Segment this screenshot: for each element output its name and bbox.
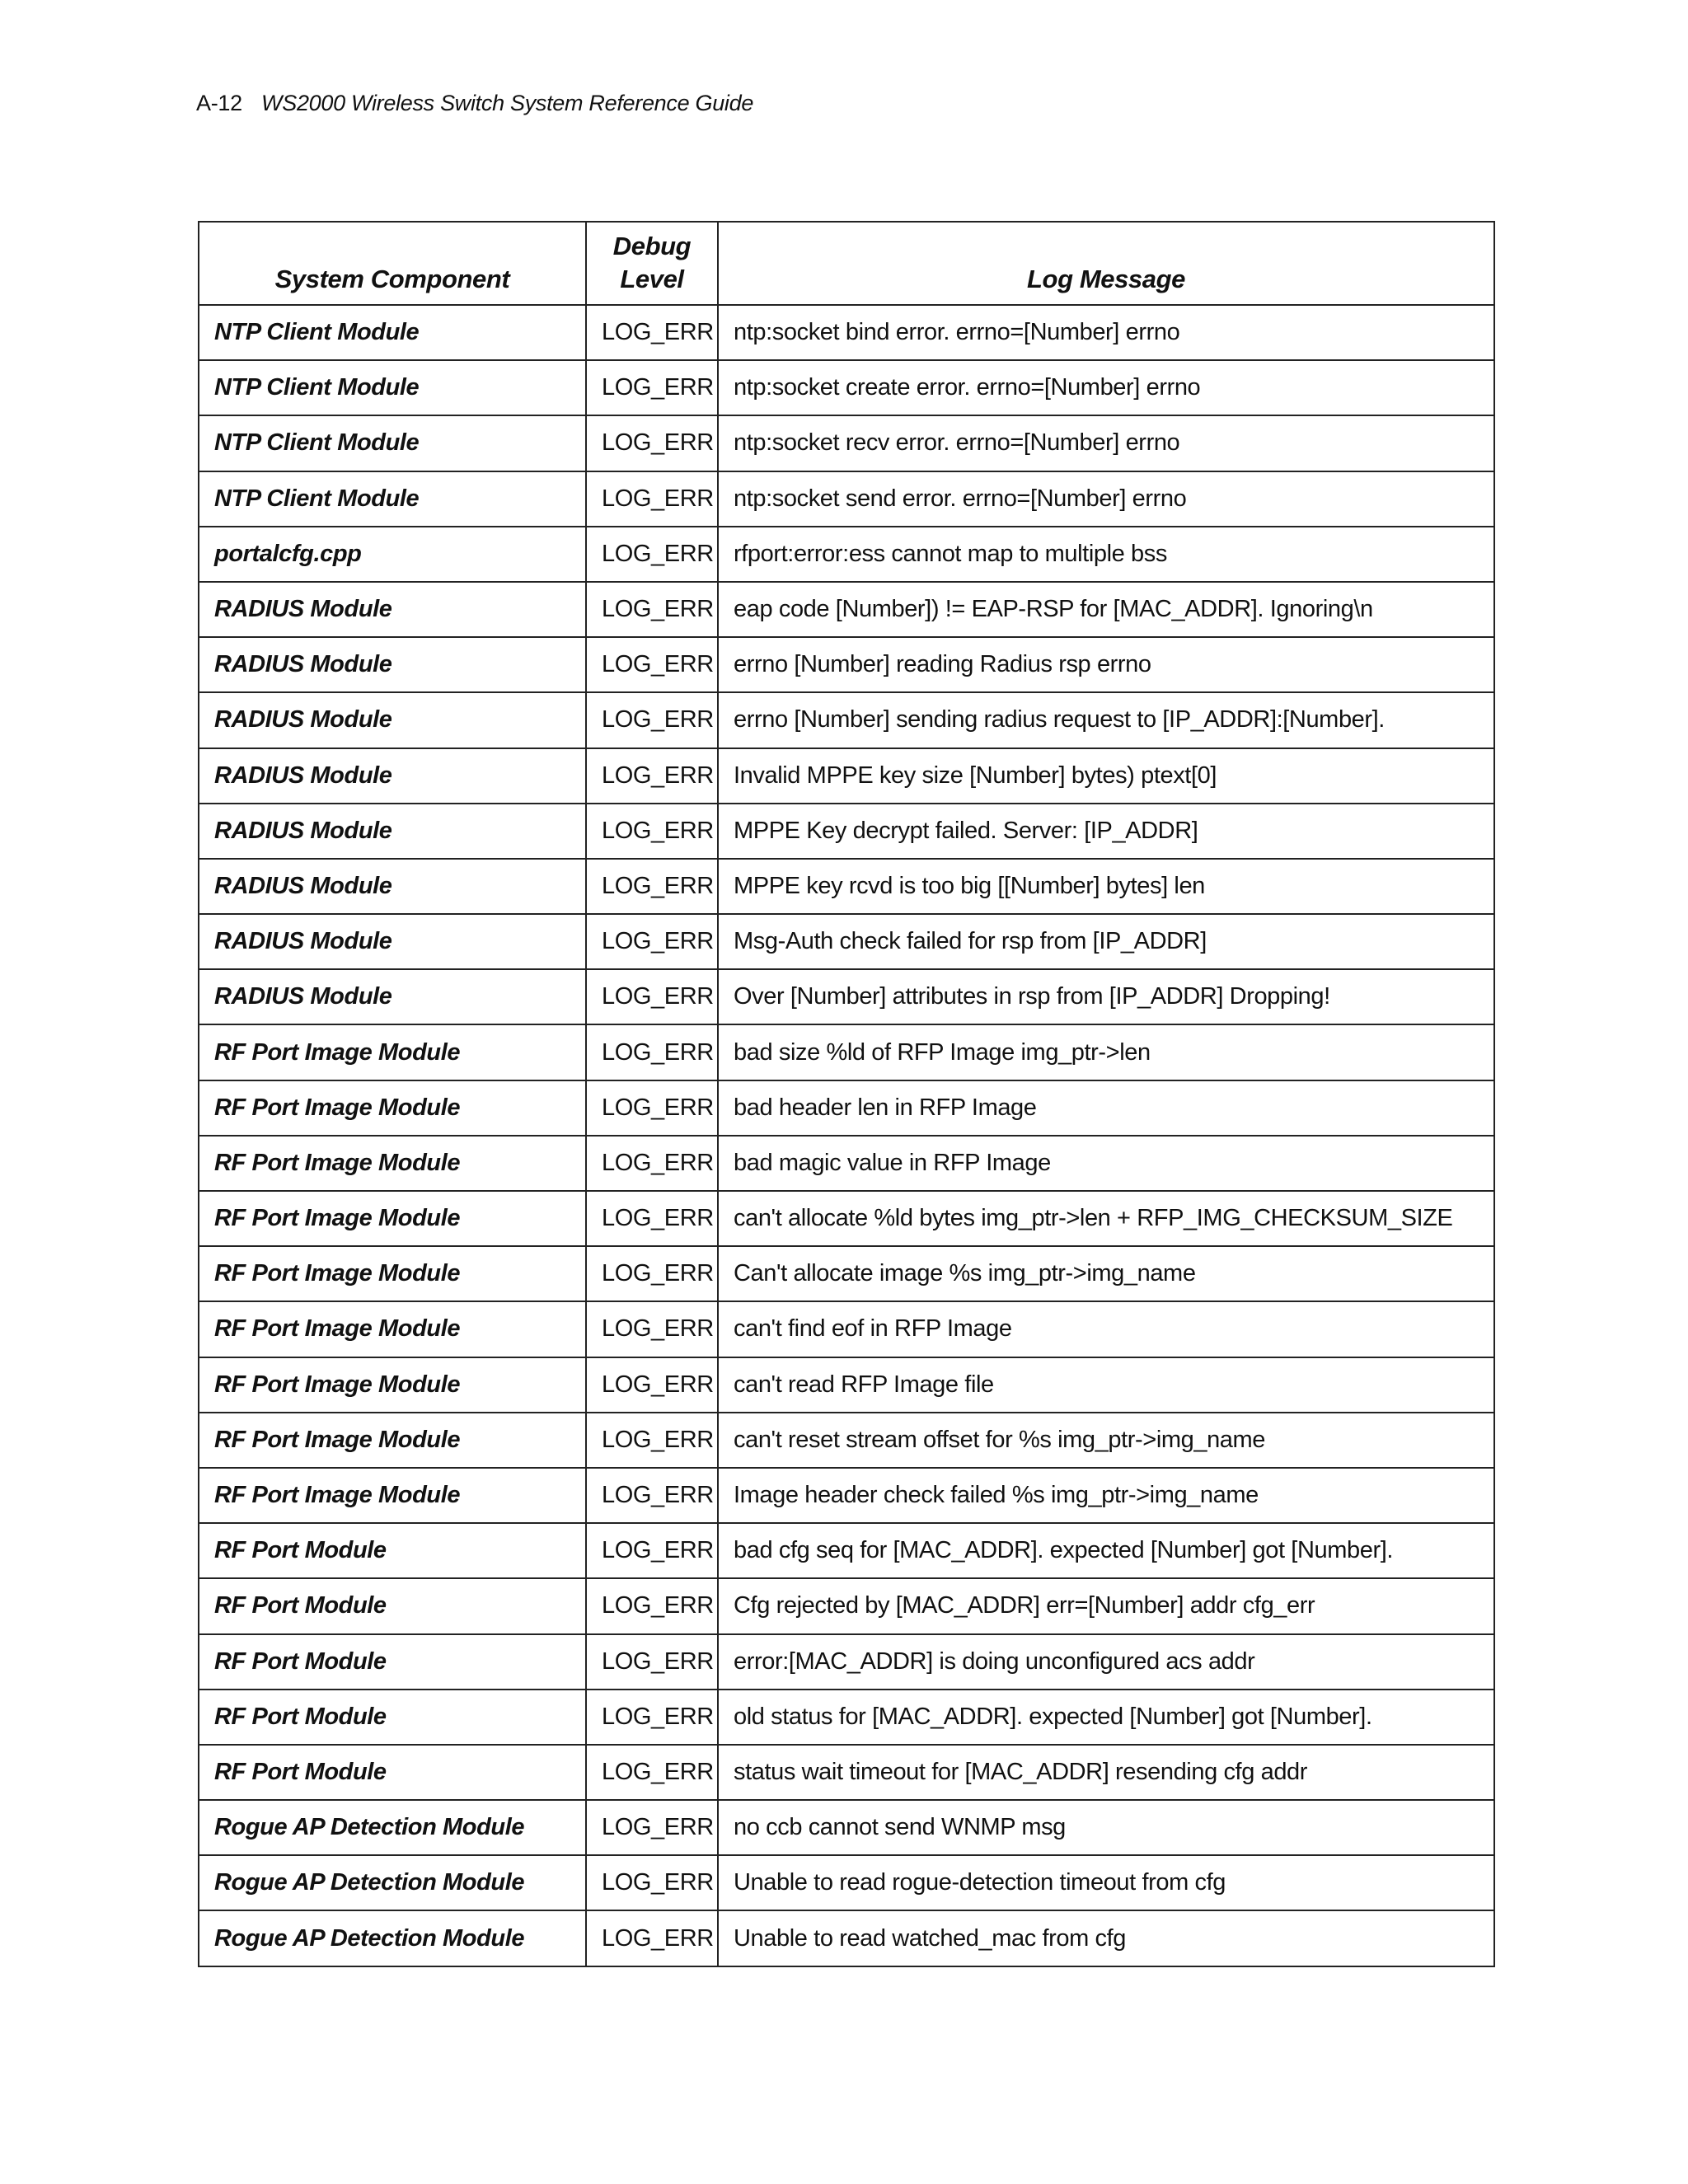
table-row: [199, 527, 1494, 582]
message-cell: old status for [MAC_ADDR]. expected [Number] got [Number].: [718, 1690, 1494, 1745]
message-cell: bad cfg seq for [MAC_ADDR]. expected [Number] got [Number].: [718, 1523, 1494, 1578]
component-cell: RADIUS Module: [199, 692, 586, 748]
table-row: [199, 804, 1494, 859]
level-cell: LOG_ERR: [586, 1191, 718, 1246]
level-cell: LOG_ERR: [586, 1578, 718, 1633]
table-row: [199, 1301, 1494, 1357]
table-row: [199, 748, 1494, 804]
message-cell: can't find eof in RFP Image: [718, 1301, 1494, 1357]
component-cell: RF Port Module: [199, 1745, 586, 1800]
level-cell: LOG_ERR: [586, 415, 718, 471]
component-cell: RF Port Image Module: [199, 1024, 586, 1080]
message-cell: error:[MAC_ADDR] is doing unconfigured acs addr: [718, 1634, 1494, 1690]
component-cell: RF Port Image Module: [199, 1136, 586, 1191]
level-cell: LOG_ERR: [586, 1634, 718, 1690]
message-cell: Can't allocate image %s img_ptr->img_name: [718, 1246, 1494, 1301]
table-row: [199, 692, 1494, 748]
component-cell: RF Port Module: [199, 1578, 586, 1633]
component-cell: RF Port Image Module: [199, 1080, 586, 1136]
column-header-debug-level: [586, 222, 718, 305]
level-cell: LOG_ERR: [586, 1745, 718, 1800]
message-cell: can't allocate %ld bytes img_ptr->len + RFP_IMG_CHECKSUM_SIZE: [718, 1191, 1494, 1246]
table-row: [199, 360, 1494, 415]
table-row: [199, 1690, 1494, 1745]
component-cell: RF Port Module: [199, 1634, 586, 1690]
message-cell: Unable to read watched_mac from cfg: [718, 1910, 1494, 1966]
table-row: [199, 1413, 1494, 1468]
table-row: [199, 1745, 1494, 1800]
component-cell: RADIUS Module: [199, 969, 586, 1024]
level-cell: LOG_ERR: [586, 1855, 718, 1910]
page-number: A-12: [196, 91, 242, 115]
guide-title: WS2000 Wireless Switch System Reference Guide: [261, 91, 754, 115]
component-cell: NTP Client Module: [199, 360, 586, 415]
component-cell: RADIUS Module: [199, 914, 586, 969]
level-cell: LOG_ERR: [586, 527, 718, 582]
component-cell: NTP Client Module: [199, 415, 586, 471]
message-cell: Invalid MPPE key size [Number] bytes) ptext[0]: [718, 748, 1494, 804]
component-cell: RF Port Image Module: [199, 1413, 586, 1468]
message-cell: ntp:socket bind error. errno=[Number] errno: [718, 305, 1494, 360]
table-row: [199, 1634, 1494, 1690]
component-cell: RADIUS Module: [199, 637, 586, 692]
component-cell: RADIUS Module: [199, 859, 586, 914]
column-header-component: System Component: [199, 222, 586, 305]
component-cell: NTP Client Module: [199, 471, 586, 527]
table-row: [199, 1191, 1494, 1246]
table-row: [199, 1800, 1494, 1855]
table-row: [199, 1246, 1494, 1301]
level-cell: LOG_ERR: [586, 914, 718, 969]
table-row: [199, 1578, 1494, 1633]
table-row: [199, 582, 1494, 637]
component-cell: RF Port Image Module: [199, 1246, 586, 1301]
column-header-debug-line1: Debug: [612, 232, 692, 260]
message-cell: rfport:error:ess cannot map to multiple bss: [718, 527, 1494, 582]
level-cell: LOG_ERR: [586, 1301, 718, 1357]
message-cell: errno [Number] sending radius request to [IP_ADDR]:[Number].: [718, 692, 1494, 748]
level-cell: LOG_ERR: [586, 582, 718, 637]
component-cell: RADIUS Module: [199, 748, 586, 804]
level-cell: LOG_ERR: [586, 1357, 718, 1413]
level-cell: LOG_ERR: [586, 1523, 718, 1578]
table-row: [199, 305, 1494, 360]
level-cell: LOG_ERR: [586, 692, 718, 748]
message-cell: status wait timeout for [MAC_ADDR] resending cfg addr: [718, 1745, 1494, 1800]
component-cell: RF Port Image Module: [199, 1468, 586, 1523]
level-cell: LOG_ERR: [586, 1468, 718, 1523]
table-row: [199, 859, 1494, 914]
message-cell: eap code [Number]) != EAP-RSP for [MAC_ADDR]. Ignoring\n: [718, 582, 1494, 637]
component-cell: RADIUS Module: [199, 804, 586, 859]
table-row: [199, 1855, 1494, 1910]
level-cell: LOG_ERR: [586, 637, 718, 692]
level-cell: LOG_ERR: [586, 1690, 718, 1745]
message-cell: bad header len in RFP Image: [718, 1080, 1494, 1136]
message-cell: Msg-Auth check failed for rsp from [IP_ADDR]: [718, 914, 1494, 969]
level-cell: LOG_ERR: [586, 1136, 718, 1191]
message-cell: Over [Number] attributes in rsp from [IP_ADDR] Dropping!: [718, 969, 1494, 1024]
table-header-row: [199, 222, 1494, 305]
message-cell: Cfg rejected by [MAC_ADDR] err=[Number] addr cfg_err: [718, 1578, 1494, 1633]
component-cell: RF Port Image Module: [199, 1357, 586, 1413]
table-row: [199, 1080, 1494, 1136]
level-cell: LOG_ERR: [586, 360, 718, 415]
table-row: [199, 914, 1494, 969]
message-cell: can't read RFP Image file: [718, 1357, 1494, 1413]
level-cell: LOG_ERR: [586, 859, 718, 914]
level-cell: LOG_ERR: [586, 969, 718, 1024]
table-row: [199, 1136, 1494, 1191]
page-header: [196, 91, 753, 116]
component-cell: RF Port Image Module: [199, 1301, 586, 1357]
message-cell: Image header check failed %s img_ptr->img_name: [718, 1468, 1494, 1523]
table-row: [199, 637, 1494, 692]
component-cell: RF Port Image Module: [199, 1191, 586, 1246]
column-header-debug-line2: Level: [620, 265, 684, 293]
message-cell: Unable to read rogue-detection timeout from cfg: [718, 1855, 1494, 1910]
message-cell: errno [Number] reading Radius rsp errno: [718, 637, 1494, 692]
column-header-log-message: Log Message: [718, 222, 1494, 305]
message-cell: can't reset stream offset for %s img_ptr->img_name: [718, 1413, 1494, 1468]
level-cell: LOG_ERR: [586, 1246, 718, 1301]
table-row: [199, 471, 1494, 527]
component-cell: NTP Client Module: [199, 305, 586, 360]
message-cell: ntp:socket create error. errno=[Number] errno: [718, 360, 1494, 415]
level-cell: LOG_ERR: [586, 804, 718, 859]
table-row: [199, 1523, 1494, 1578]
log-message-table: [198, 221, 1495, 1967]
component-cell: RF Port Module: [199, 1523, 586, 1578]
level-cell: LOG_ERR: [586, 1800, 718, 1855]
message-cell: bad magic value in RFP Image: [718, 1136, 1494, 1191]
message-cell: no ccb cannot send WNMP msg: [718, 1800, 1494, 1855]
message-cell: MPPE key rcvd is too big [[Number] bytes] len: [718, 859, 1494, 914]
table-body: [199, 305, 1494, 1966]
component-cell: RADIUS Module: [199, 582, 586, 637]
component-cell: Rogue AP Detection Module: [199, 1910, 586, 1966]
level-cell: LOG_ERR: [586, 305, 718, 360]
table-row: [199, 969, 1494, 1024]
table-row: [199, 1357, 1494, 1413]
message-cell: ntp:socket recv error. errno=[Number] errno: [718, 415, 1494, 471]
level-cell: LOG_ERR: [586, 1910, 718, 1966]
table-row: [199, 1910, 1494, 1966]
table-row: [199, 415, 1494, 471]
component-cell: Rogue AP Detection Module: [199, 1855, 586, 1910]
level-cell: LOG_ERR: [586, 748, 718, 804]
level-cell: LOG_ERR: [586, 471, 718, 527]
message-cell: MPPE Key decrypt failed. Server: [IP_ADDR]: [718, 804, 1494, 859]
table-row: [199, 1468, 1494, 1523]
component-cell: RF Port Module: [199, 1690, 586, 1745]
level-cell: LOG_ERR: [586, 1413, 718, 1468]
component-cell: portalcfg.cpp: [199, 527, 586, 582]
component-cell: Rogue AP Detection Module: [199, 1800, 586, 1855]
level-cell: LOG_ERR: [586, 1024, 718, 1080]
message-cell: bad size %ld of RFP Image img_ptr->len: [718, 1024, 1494, 1080]
level-cell: LOG_ERR: [586, 1080, 718, 1136]
table-row: [199, 1024, 1494, 1080]
message-cell: ntp:socket send error. errno=[Number] errno: [718, 471, 1494, 527]
